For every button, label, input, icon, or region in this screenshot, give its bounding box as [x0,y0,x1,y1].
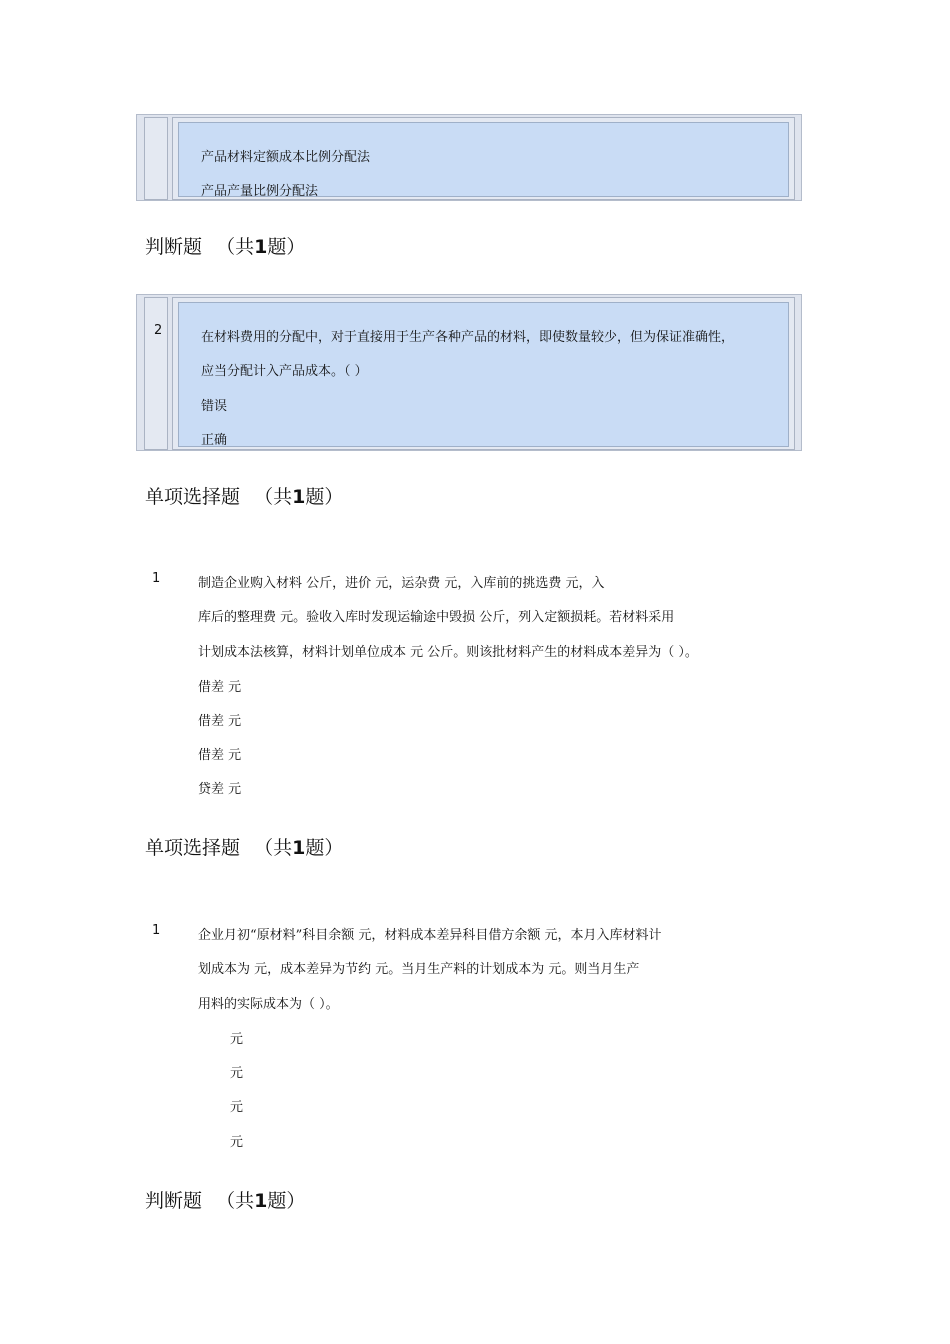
option-a[interactable]: 元 [230,1032,244,1047]
question-box-judgment [136,294,802,451]
section-title-judgment [145,232,305,259]
question-text-line-2: 划成本为 元，成本差异为节约 元。当月生产料的计划成本为 元。则当月生产 [198,962,640,977]
section-count-close: 题） [305,837,344,859]
option-c[interactable]: 借差 元 [198,748,242,763]
question-text-line-2: 应当分配计入产品成本。（ ） [201,364,368,379]
question-box-continued [136,114,802,201]
option-1[interactable]: 产品材料定额成本比例分配法 [201,150,371,165]
section-count: 1 [254,1190,268,1212]
section-count-open: （共 [216,1190,255,1212]
section-title-text: 单项选择题 [145,486,241,508]
section-title-judgment-2 [145,1186,305,1213]
option-d[interactable]: 贷差 元 [198,782,242,797]
section-count-open: （共 [216,236,255,258]
option-2[interactable]: 产品产量比例分配法 [201,184,319,199]
question-frame [172,117,795,200]
question-number: 1 [152,571,161,586]
option-b[interactable]: 借差 元 [198,714,242,729]
question-text-line-1: 企业月初“原材料”科目余额 元，材料成本差异科目借方余额 元，本月入库材料计 [198,928,662,943]
question-text-line-1: 制造企业购入材料 公斤，进价 元，运杂费 元，入库前的挑选费 元，入 [198,576,605,591]
option-correct[interactable]: 正确 [201,433,228,448]
section-count: 1 [292,486,306,508]
question-number: 1 [152,923,161,938]
question-text-line-1: 在材料费用的分配中，对于直接用于生产各种产品的材料，即使数量较少，但为保证准确性， [201,330,735,345]
question-number-cell [144,297,168,450]
question-text-line-3: 计划成本法核算，材料计划单位成本 元 公斤。则该批材料产生的材料成本差异为（ ）。 [198,645,698,660]
option-b[interactable]: 元 [230,1066,244,1081]
section-count-open: （共 [254,486,293,508]
option-c[interactable]: 元 [230,1100,244,1115]
question-content [178,122,789,197]
section-title-single-choice [145,482,343,509]
question-number-cell [144,117,168,200]
section-title-single-choice-2 [145,833,343,860]
question-text-line-3: 用料的实际成本为（ ）。 [198,997,339,1012]
section-count: 1 [292,837,306,859]
question-text-line-2: 库后的整理费 元。验收入库时发现运输途中毁损 公斤，列入定额损耗。若材料采用 [198,610,675,625]
option-d[interactable]: 元 [230,1135,244,1150]
section-count: 1 [254,236,268,258]
section-count-open: （共 [254,837,293,859]
section-count-close: 题） [267,236,306,258]
option-a[interactable]: 借差 元 [198,680,242,695]
section-title-text: 判断题 [145,1190,203,1212]
section-count-close: 题） [305,486,344,508]
option-wrong[interactable]: 错误 [201,399,228,414]
section-count-close: 题） [267,1190,306,1212]
section-title-text: 单项选择题 [145,837,241,859]
question-frame [172,297,795,450]
section-title-text: 判断题 [145,236,203,258]
question-content [178,302,789,447]
question-number: 2 [154,323,163,338]
